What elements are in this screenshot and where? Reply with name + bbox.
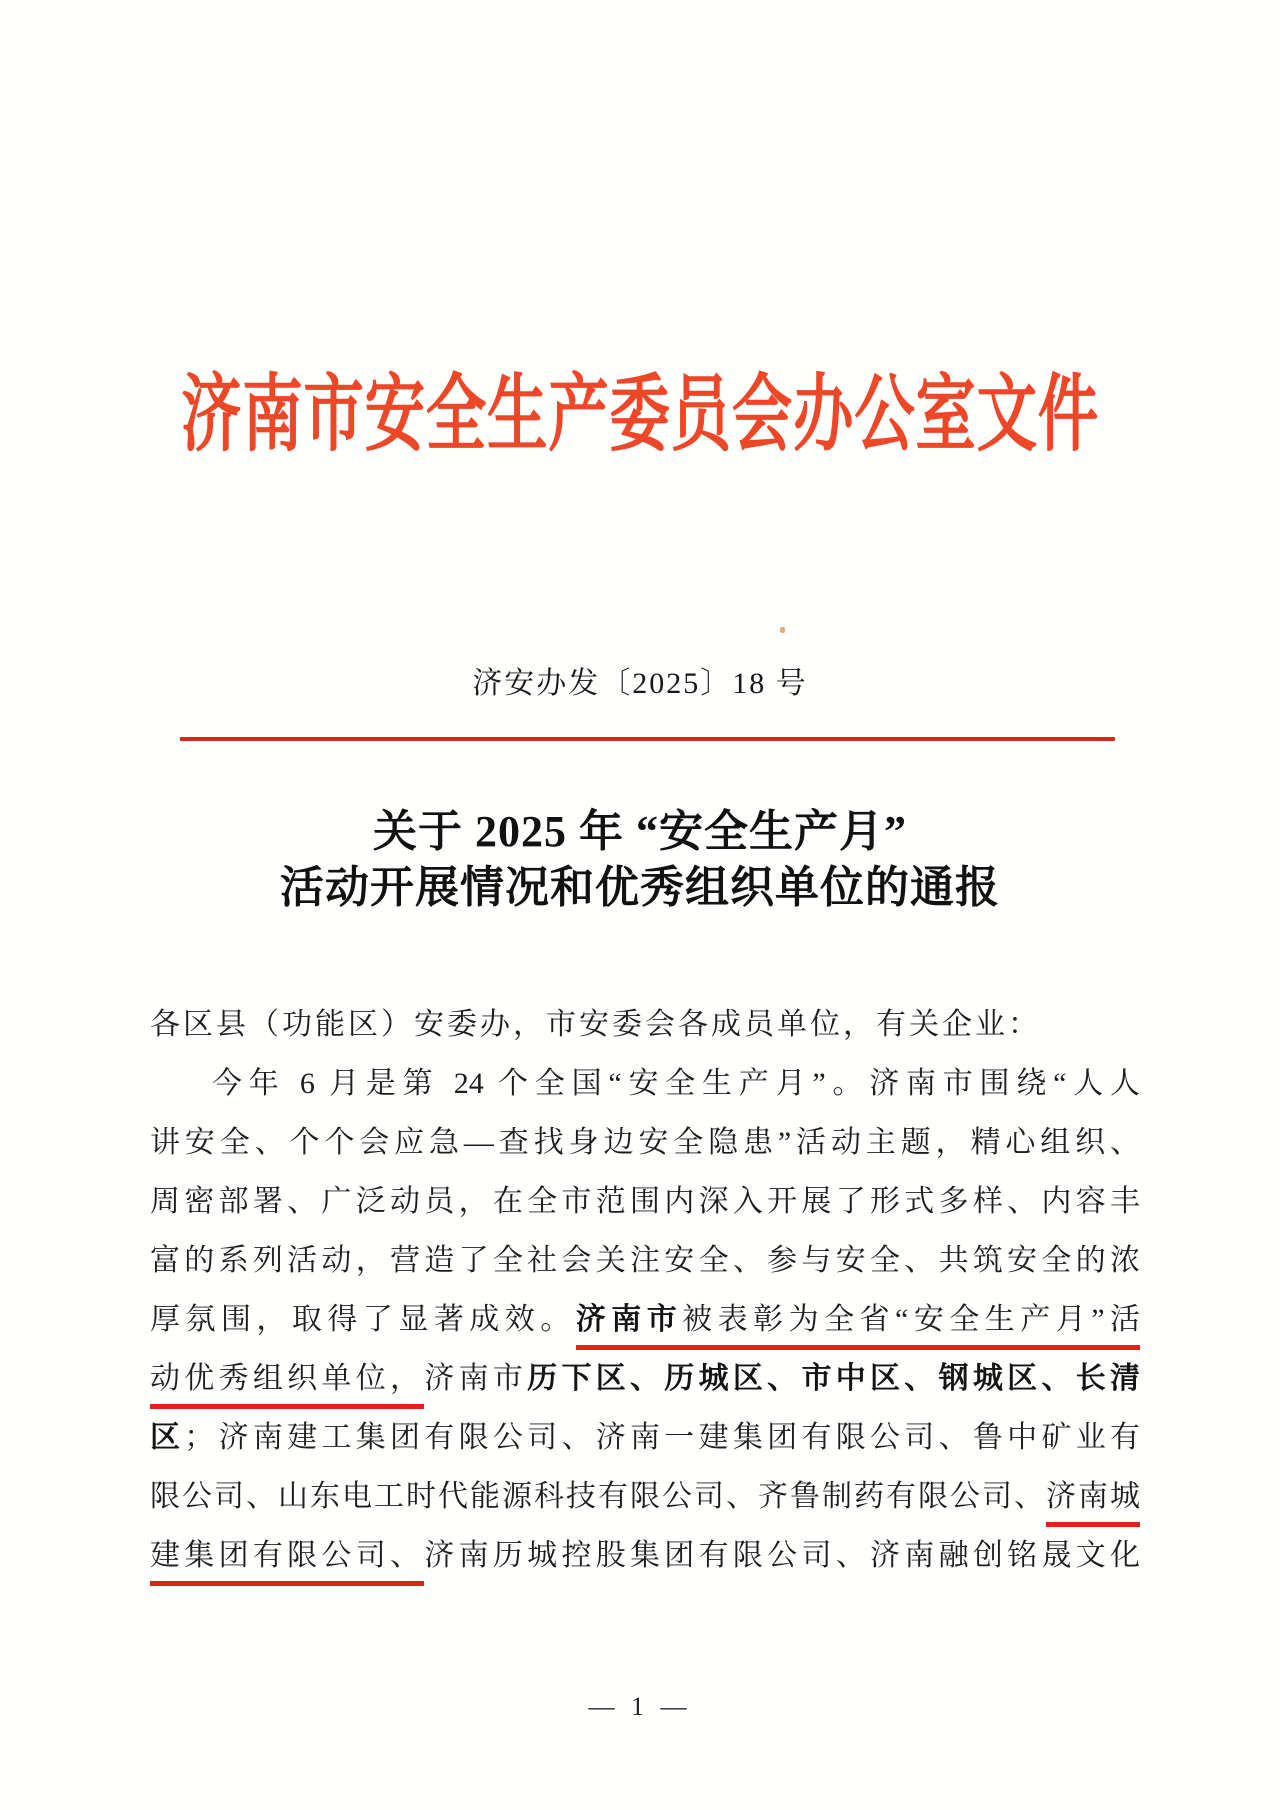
- text-segment: 限公司、山东电工时代能源科技有限公司、齐鲁制药有限公司、: [150, 1480, 1046, 1513]
- body-line: [150, 1231, 1140, 1290]
- letterhead-divider-rule: [180, 737, 1115, 741]
- text-segment: ；济南建工集团有限公司、济南一建集团有限公司、鲁中矿业有: [184, 1421, 1141, 1454]
- document-title-line-2: 活动开展情况和优秀组织单位的通报: [280, 863, 1000, 912]
- red-underlined-text-segment: 建集团有限公司、: [150, 1539, 424, 1586]
- red-underlined-text-segment: 济南市: [576, 1303, 682, 1350]
- text-segment: 济南市: [424, 1362, 528, 1395]
- document-body: [150, 995, 1140, 1585]
- document-number: 济安办发〔2025〕18 号: [472, 667, 808, 700]
- letterhead-org-title: 济南市安全生产委员会办公室文件: [180, 369, 1099, 462]
- text-segment: 富的系列活动，营造了全社会关注安全、参与安全、共筑安全的浓: [150, 1244, 1140, 1277]
- text-segment: 济南历城控股集团有限公司、济南融创铭晟文化: [424, 1539, 1141, 1572]
- body-line: [150, 1467, 1140, 1526]
- text-segment: 各区县（功能区）安委办，市安委会各成员单位，有关企业：: [150, 1008, 1041, 1041]
- red-underlined-text-segment: 被表彰为全省“安全生产月”活: [682, 1303, 1140, 1350]
- document-title: [0, 804, 1280, 916]
- scan-artifact-speck: [780, 627, 785, 633]
- text-segment: 讲安全、个个会应急—查找身边安全隐患”活动主题，精心组织、: [150, 1126, 1140, 1159]
- text-segment: 厚氛围，取得了显著成效。: [150, 1303, 576, 1336]
- body-line: [150, 1408, 1140, 1467]
- red-underlined-text-segment: 动优秀组织单位，: [150, 1362, 424, 1409]
- body-line: [150, 1349, 1140, 1408]
- text-segment: 历下区、历城区、市中区、钢城区、长清: [527, 1362, 1141, 1395]
- body-line: [150, 1113, 1140, 1172]
- text-segment: 区: [150, 1421, 185, 1454]
- text-segment: 今年 6 月是第 24 个全国“安全生产月”。济南市围绕“人人: [212, 1067, 1140, 1100]
- document-title-line-1: 关于 2025 年 “安全生产月”: [373, 807, 907, 856]
- body-line: [150, 1054, 1140, 1113]
- red-underlined-text-segment: 济南城: [1046, 1480, 1140, 1527]
- page-number: — 1 —: [588, 1692, 692, 1721]
- body-line: [150, 1172, 1140, 1231]
- body-line: [150, 1290, 1140, 1349]
- body-line: [150, 995, 1140, 1054]
- text-segment: 周密部署、广泛动员，在全市范围内深入开展了形式多样、内容丰: [150, 1185, 1140, 1218]
- body-line: [150, 1526, 1140, 1585]
